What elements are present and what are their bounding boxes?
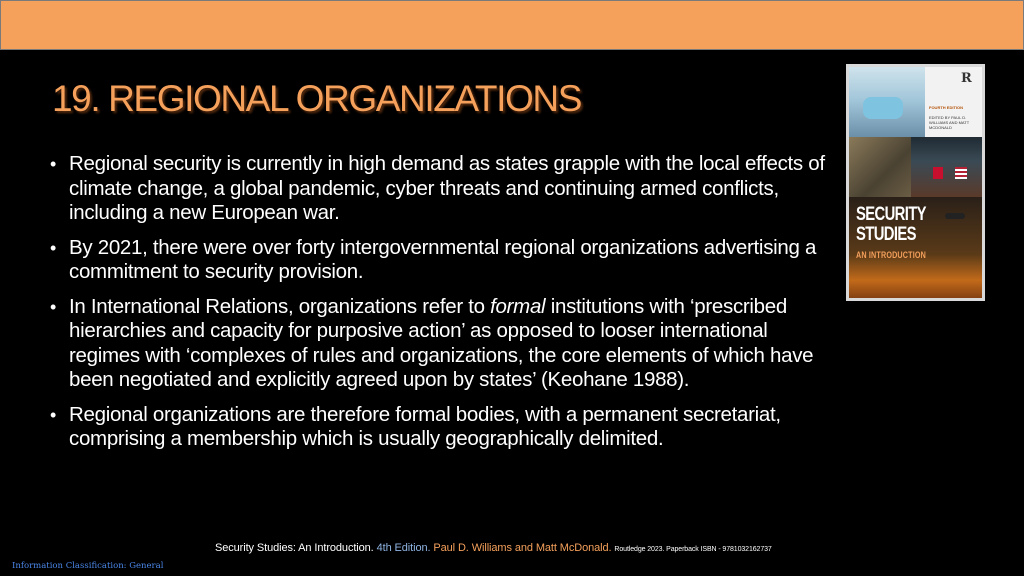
flag-china-icon — [933, 167, 943, 179]
citation-title: Security Studies: An Introduction. — [215, 542, 377, 554]
citation — [215, 542, 772, 554]
bullet-text-emphasis: formal — [490, 294, 546, 318]
cover-photo-conflict — [849, 137, 911, 197]
bullet-text-after: institutions with ‘prescribed hierarchies and capacity for purposive action’ as opposed to looser international regimes with ‘complexes of rules and organizations, the core elements of which have been negotiated and explicitly agreed upon by states’ (Keohane 1988). — [69, 294, 814, 391]
book-cover-image — [846, 64, 985, 301]
cover-editors: EDITED BY PAUL D. WILLIAMS AND MATT MCDONALD — [929, 115, 970, 130]
bullet-dot-icon: • — [50, 154, 57, 174]
cover-photo-summit — [911, 137, 982, 197]
cover-header — [925, 67, 982, 137]
flag-usa-icon — [955, 167, 967, 179]
citation-details: Routledge 2023. Paperback ISBN - 9781032162737 — [614, 546, 772, 553]
cover-title-line2: STUDIES — [856, 224, 916, 245]
bullet-dot-icon: • — [50, 404, 57, 425]
helicopter-icon — [945, 213, 965, 219]
face-mask-shape — [863, 97, 903, 119]
classification-label: Information Classification: General — [12, 561, 164, 571]
slide-title: 19. REGIONAL ORGANIZATIONS — [52, 78, 581, 119]
bullet-item — [50, 403, 830, 452]
bullet-text-before: In International Relations, organizations refer to — [69, 294, 491, 318]
bullet-dot-icon: • — [50, 296, 57, 317]
bullet-text: By 2021, there were over forty intergovernmental regional organizations advertising a commitment to security provision. — [69, 235, 817, 283]
top-accent-band — [0, 0, 1024, 50]
bullet-list — [50, 152, 830, 462]
cover-photo-mask-person — [849, 67, 925, 137]
citation-authors: Paul D. Williams and Matt McDonald. — [433, 542, 615, 554]
citation-edition: 4th Edition. — [376, 542, 434, 554]
bullet-text: Regional security is currently in high demand as states grapple with the local effects of climate change, a global pandemic, cyber threats and continuing armed conflicts, including a new European war. — [69, 152, 825, 224]
cover-title-line1: SECURITY — [856, 204, 926, 225]
cover-title — [856, 205, 926, 245]
cover-edition: FOURTH EDITION — [929, 105, 963, 110]
publisher-logo-icon: R — [961, 71, 972, 86]
bullet-dot-icon: • — [50, 237, 57, 258]
bullet-item — [50, 152, 830, 226]
bullet-item — [50, 295, 830, 393]
bullet-text: Regional organizations are therefore formal bodies, with a permanent secretariat, comprising a membership which is usually geographically delimited. — [69, 402, 781, 450]
cover-subtitle: AN INTRODUCTION — [856, 250, 926, 260]
bullet-item — [50, 236, 830, 285]
